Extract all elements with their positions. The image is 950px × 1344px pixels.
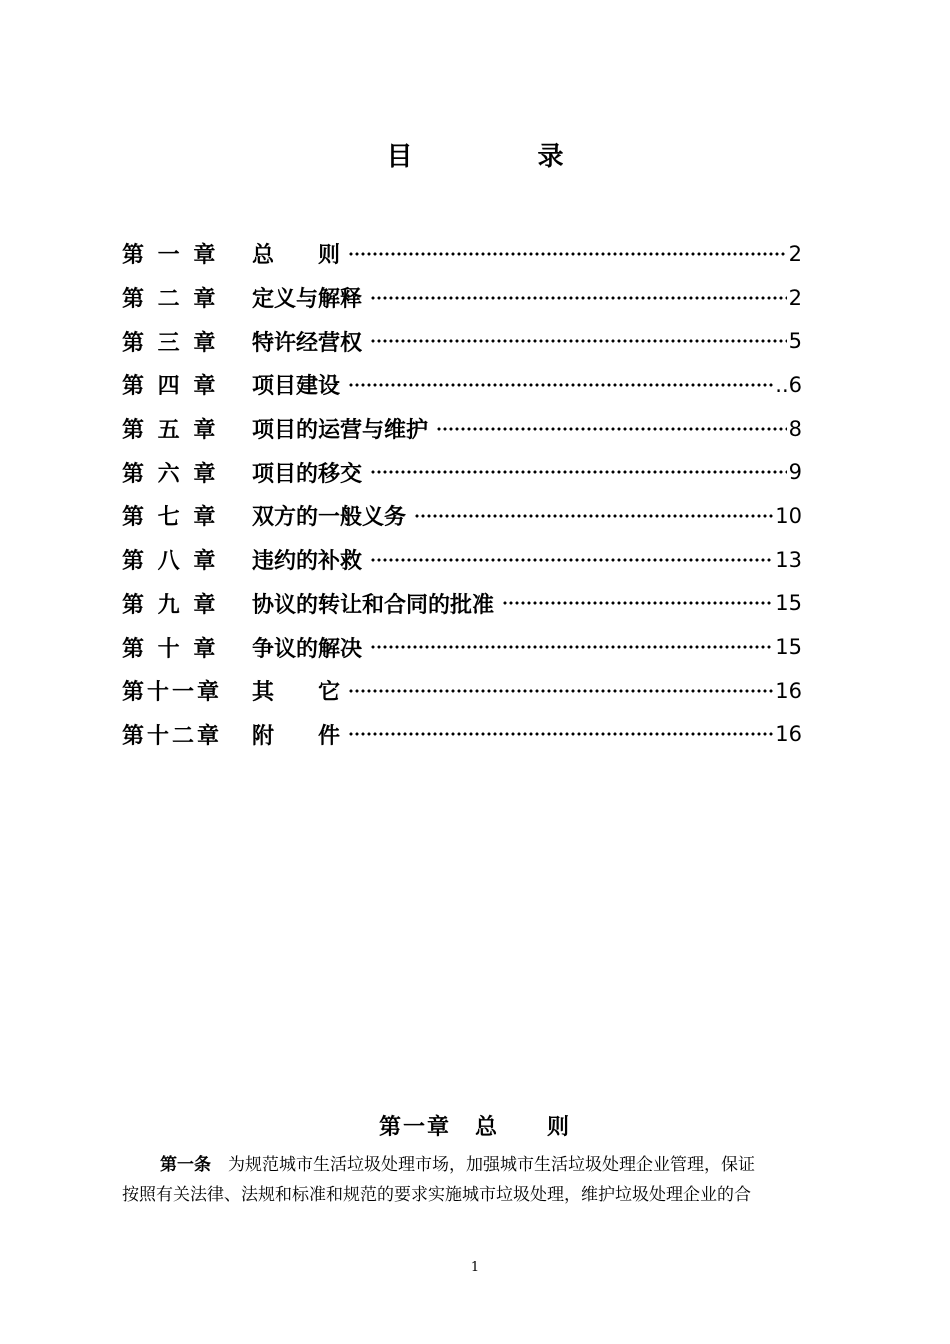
toc-leader-dots bbox=[370, 296, 787, 300]
toc-entry[interactable] bbox=[122, 494, 802, 538]
toc-leader-dots bbox=[370, 558, 773, 562]
toc-leader-dots bbox=[414, 514, 773, 518]
page-number: 1 bbox=[470, 1260, 480, 1275]
article-label: 第一条 bbox=[160, 1155, 211, 1175]
article-body bbox=[122, 1150, 832, 1210]
toc-leader-dots bbox=[348, 252, 787, 256]
toc-entry[interactable] bbox=[122, 232, 802, 276]
toc-chapter-title: 违约的补救 bbox=[252, 549, 363, 575]
table-of-contents bbox=[122, 232, 802, 756]
toc-chapter-title: 定义与解释 bbox=[252, 287, 363, 313]
article-line bbox=[122, 1150, 832, 1180]
toc-chapter-title: 双方的一般义务 bbox=[252, 505, 407, 531]
toc-chapter-number: 第 十 章 bbox=[122, 636, 219, 662]
toc-leader-dots bbox=[370, 470, 787, 474]
toc-leader-dots bbox=[502, 601, 773, 605]
toc-page-number: 16 bbox=[775, 678, 802, 703]
toc-chapter-title: 附 件 bbox=[252, 723, 341, 749]
toc-page-number: 15 bbox=[775, 635, 802, 660]
toc-page-number: 16 bbox=[775, 722, 802, 747]
toc-chapter-number: 第 六 章 bbox=[122, 461, 219, 487]
toc-page-number: 2 bbox=[788, 241, 802, 266]
toc-leader-dots bbox=[436, 427, 787, 431]
toc-title: 目 录 bbox=[386, 142, 622, 172]
toc-chapter-number: 第十二章 bbox=[122, 723, 223, 749]
toc-entry[interactable] bbox=[122, 319, 802, 363]
toc-entry[interactable] bbox=[122, 450, 802, 494]
toc-page-number: 13 bbox=[775, 547, 802, 572]
toc-chapter-title: 特许经营权 bbox=[252, 330, 363, 356]
toc-page-number: 5 bbox=[788, 329, 802, 354]
toc-chapter-title: 项目建设 bbox=[252, 374, 341, 400]
toc-entry[interactable] bbox=[122, 407, 802, 451]
toc-chapter-title: 协议的转让和合同的批准 bbox=[252, 592, 495, 618]
toc-entry[interactable] bbox=[122, 625, 802, 669]
toc-entry[interactable] bbox=[122, 276, 802, 320]
toc-chapter-title: 项目的移交 bbox=[252, 461, 363, 487]
toc-chapter-title: 其 它 bbox=[252, 680, 341, 706]
toc-leader-dots bbox=[348, 383, 773, 387]
article-line: 按照有关法律、法规和标准和规范的要求实施城市垃圾处理，维护垃圾处理企业的合 bbox=[122, 1185, 751, 1205]
toc-chapter-number: 第 八 章 bbox=[122, 549, 219, 575]
toc-chapter-number: 第 九 章 bbox=[122, 592, 219, 618]
toc-chapter-number: 第 三 章 bbox=[122, 330, 219, 356]
toc-page-number: 8 bbox=[788, 416, 802, 441]
toc-chapter-number: 第 七 章 bbox=[122, 505, 219, 531]
toc-chapter-number: 第十一章 bbox=[122, 680, 223, 706]
toc-page-number: ..6 bbox=[775, 372, 802, 397]
toc-entry[interactable] bbox=[122, 669, 802, 713]
toc-page-number: 10 bbox=[775, 503, 802, 528]
toc-chapter-number: 第 五 章 bbox=[122, 418, 219, 444]
toc-page-number: 9 bbox=[788, 460, 802, 485]
toc-page-number: 15 bbox=[775, 591, 802, 616]
toc-leader-dots bbox=[370, 645, 773, 649]
toc-leader-dots bbox=[348, 732, 773, 736]
toc-entry[interactable] bbox=[122, 363, 802, 407]
toc-leader-dots bbox=[370, 339, 787, 343]
toc-entry[interactable] bbox=[122, 713, 802, 757]
toc-entry[interactable] bbox=[122, 538, 802, 582]
toc-leader-dots bbox=[348, 689, 773, 693]
toc-page-number: 2 bbox=[788, 285, 802, 310]
toc-chapter-number: 第 四 章 bbox=[122, 374, 219, 400]
toc-chapter-title: 总 则 bbox=[252, 243, 341, 269]
toc-chapter-title: 争议的解决 bbox=[252, 636, 363, 662]
toc-entry[interactable] bbox=[122, 582, 802, 626]
toc-chapter-title: 项目的运营与维护 bbox=[252, 418, 429, 444]
toc-chapter-number: 第 二 章 bbox=[122, 287, 219, 313]
toc-chapter-number: 第 一 章 bbox=[122, 243, 219, 269]
article-text: 为规范城市生活垃圾处理市场，加强城市生活垃圾处理企业管理，保证 bbox=[211, 1155, 755, 1175]
chapter-heading: 第一章 总 则 bbox=[378, 1115, 571, 1140]
